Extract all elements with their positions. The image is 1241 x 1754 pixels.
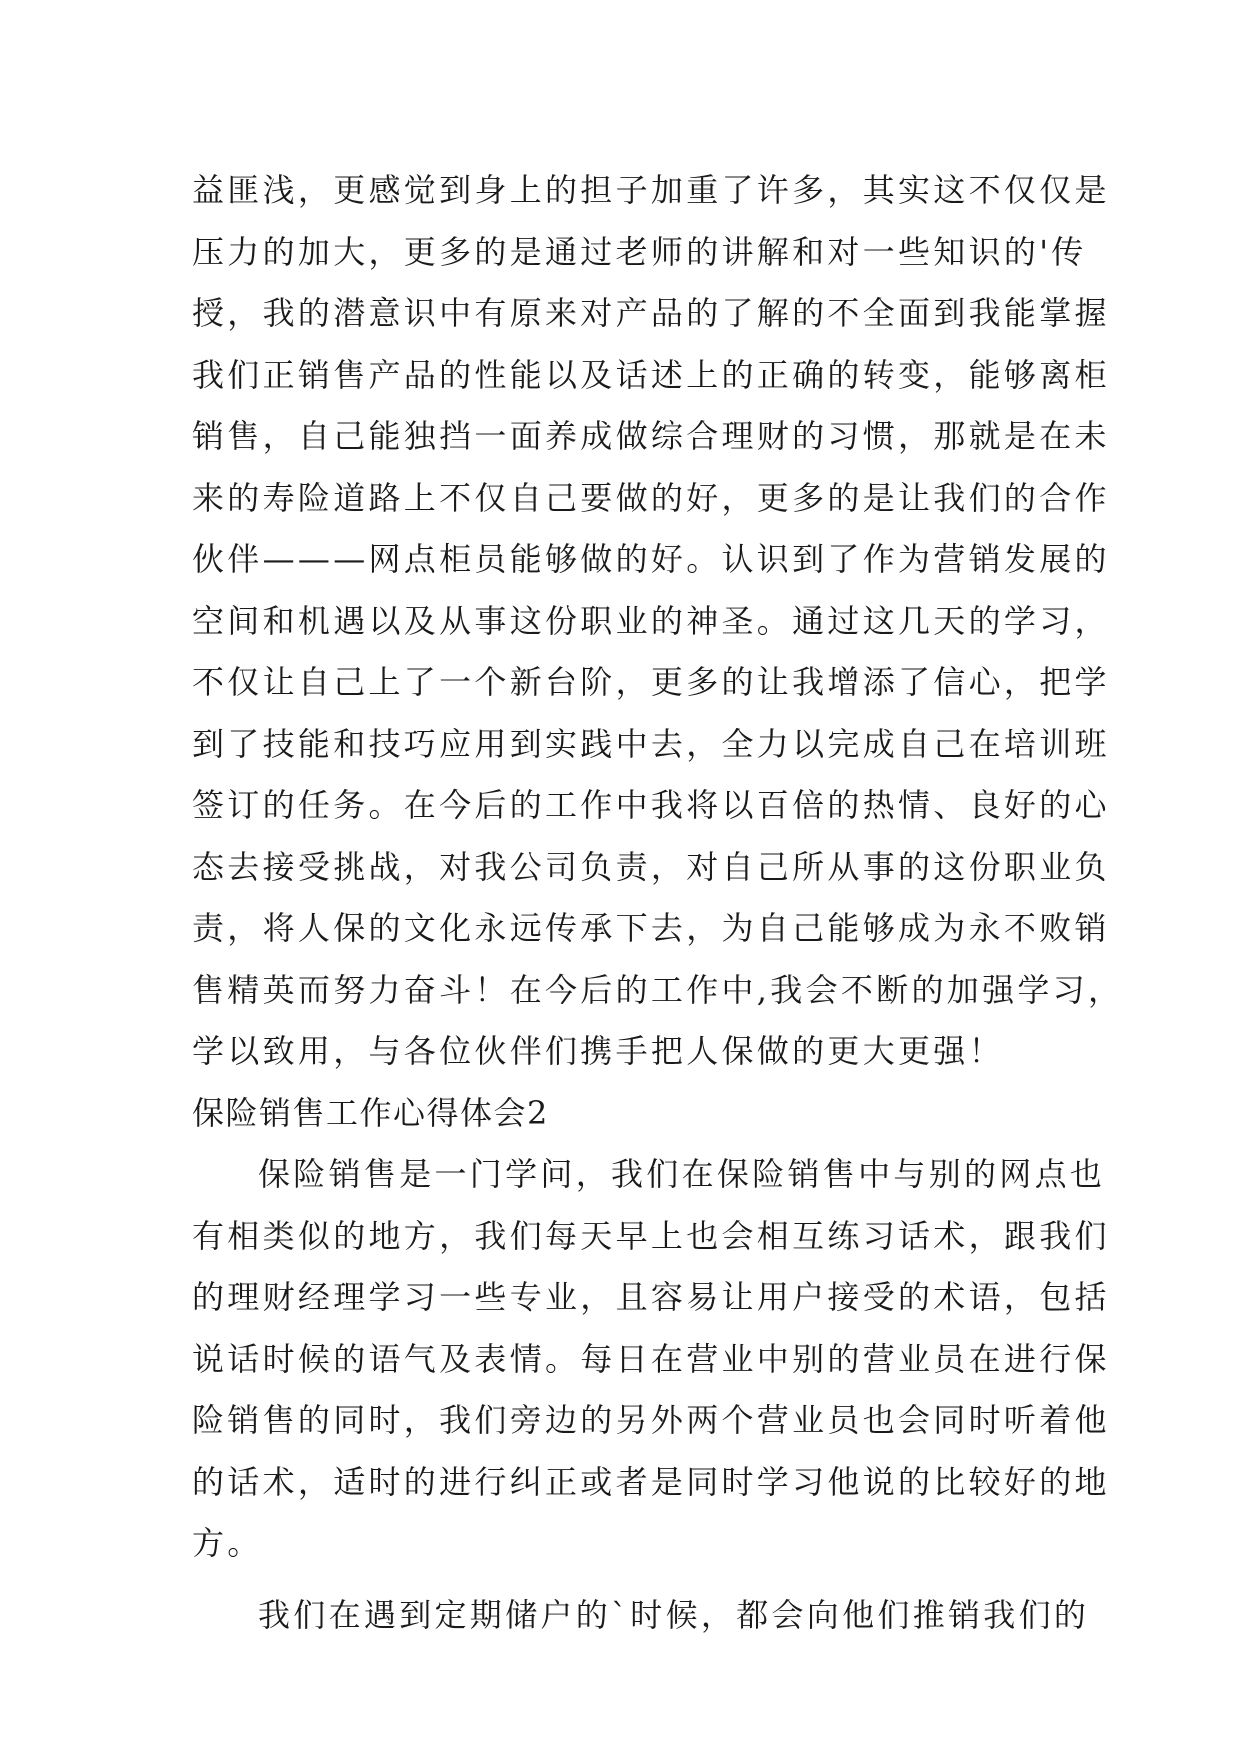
text-line: 到了技能和技巧应用到实践中去，全力以完成自己在培训班 bbox=[192, 724, 1110, 763]
text-line: 的理财经理学习一些专业，且容易让用户接受的术语，包括 bbox=[192, 1278, 1110, 1316]
text-line: 有相类似的地方，我们每天早上也会相互练习话术，跟我们 bbox=[192, 1216, 1110, 1255]
text-line: 责，将人保的文化永远传承下去，为自己能够成为永不败销 bbox=[192, 909, 1110, 947]
paragraph-2 bbox=[192, 1585, 1090, 1647]
paragraph-spacer bbox=[192, 1575, 1052, 1585]
text-line: 益匪浅，更感觉到身上的担子加重了许多，其实这不仅仅是 bbox=[192, 171, 1110, 209]
text-line: 不仅让自己上了一个新台阶，更多的让我增添了信心，把学 bbox=[192, 663, 1110, 701]
continuation-paragraph bbox=[192, 160, 1124, 1083]
text-line: 我们在遇到定期储户的`时候，都会向他们推销我们的 bbox=[258, 1595, 1090, 1634]
text-line: 险销售的同时，我们旁边的另外两个营业员也会同时听着他 bbox=[192, 1401, 1110, 1439]
text-line: 方。 bbox=[192, 1524, 263, 1562]
text-line: 的话术，适时的进行纠正或者是同时学习他说的比较好的地 bbox=[192, 1462, 1110, 1501]
text-line: 压力的加大，更多的是通过老师的讲解和对一些知识的'传 bbox=[192, 232, 1087, 271]
text-line: 我们正销售产品的性能以及话述上的正确的转变，能够离柜 bbox=[192, 355, 1110, 394]
text-line: 态去接受挑战，对我公司负责，对自己所从事的这份职业负 bbox=[192, 847, 1110, 886]
text-line: 来的寿险道路上不仅自己要做的好，更多的是让我们的合作 bbox=[192, 478, 1110, 517]
text-line: 销售，自己能独挡一面养成做综合理财的习惯，那就是在未 bbox=[192, 417, 1110, 455]
text-line: 伙伴———网点柜员能够做的好。认识到了作为营销发展的 bbox=[192, 540, 1110, 578]
text-line: 授，我的潜意识中有原来对产品的了解的不全面到我能掌握 bbox=[192, 294, 1110, 332]
text-line: 签订的任务。在今后的工作中我将以百倍的热情、良好的心 bbox=[192, 786, 1110, 824]
text-line: 售精英而努力奋斗！在今后的工作中,我会不断的加强学习， bbox=[192, 970, 1124, 1009]
section-title: 保险销售工作心得体会2 bbox=[192, 1093, 549, 1132]
text-line: 空间和机遇以及从事这份职业的神圣。通过这几天的学习， bbox=[192, 601, 1110, 640]
document-body bbox=[192, 160, 1124, 1646]
text-line: 说话时候的语气及表情。每日在营业中别的营业员在进行保 bbox=[192, 1339, 1110, 1378]
text-line: 保险销售是一门学问，我们在保险销售中与别的网点也 bbox=[258, 1155, 1106, 1193]
text-line: 学以致用，与各位伙伴们携手把人保做的更大更强！ bbox=[192, 1032, 1004, 1070]
paragraph-1 bbox=[192, 1144, 1110, 1575]
